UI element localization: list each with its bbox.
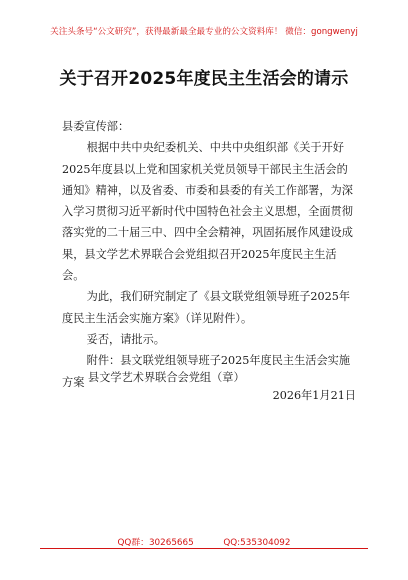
paragraph-plan: 为此，我们研究制定了《县文联党组领导班子2025年度民主生活会实施方案》（详见附件）。 [62,290,351,325]
header-promo-note: 关注头条号“公文研究”，获得最新最全最专业的公文资料库！ 微信：gongwenyj [50,27,358,37]
document-title: 关于召开2025年度民主生活会的请示 [59,69,349,89]
signature-organization: 县文学艺术界联合会党组（章） [88,371,245,384]
salutation: 县委宣传部： [62,120,130,133]
footer-qq-number: QQ:535304092 [223,538,291,548]
paragraph-basis: 根据中共中央纪委机关、中共中央组织部《关于开好2025年度县以上党和国家机关党员领导干部民主生活会的通知》精神，以及省委、市委和县委的有关工作部署，为深入学习贯彻习近平新时代中国特色社会主义思想，全面贯彻落实党的二十届三中、四中全会精神，巩固拓展作风建设成果，县文学艺术界联合会党组拟召开2025年度民主生活会。 [62,141,353,283]
document-body [62,116,358,393]
footer-divider [40,548,368,549]
paragraph-request: 妥否，请批示。 [86,332,165,346]
document-date: 2026年1月21日 [272,389,356,402]
footer-contact [0,535,408,548]
footer-qq-group: QQ群：30265665 [117,538,194,548]
paragraph-attachment: 附件：县文联党组领导班子2025年度民主生活会实施方案 [62,354,351,389]
